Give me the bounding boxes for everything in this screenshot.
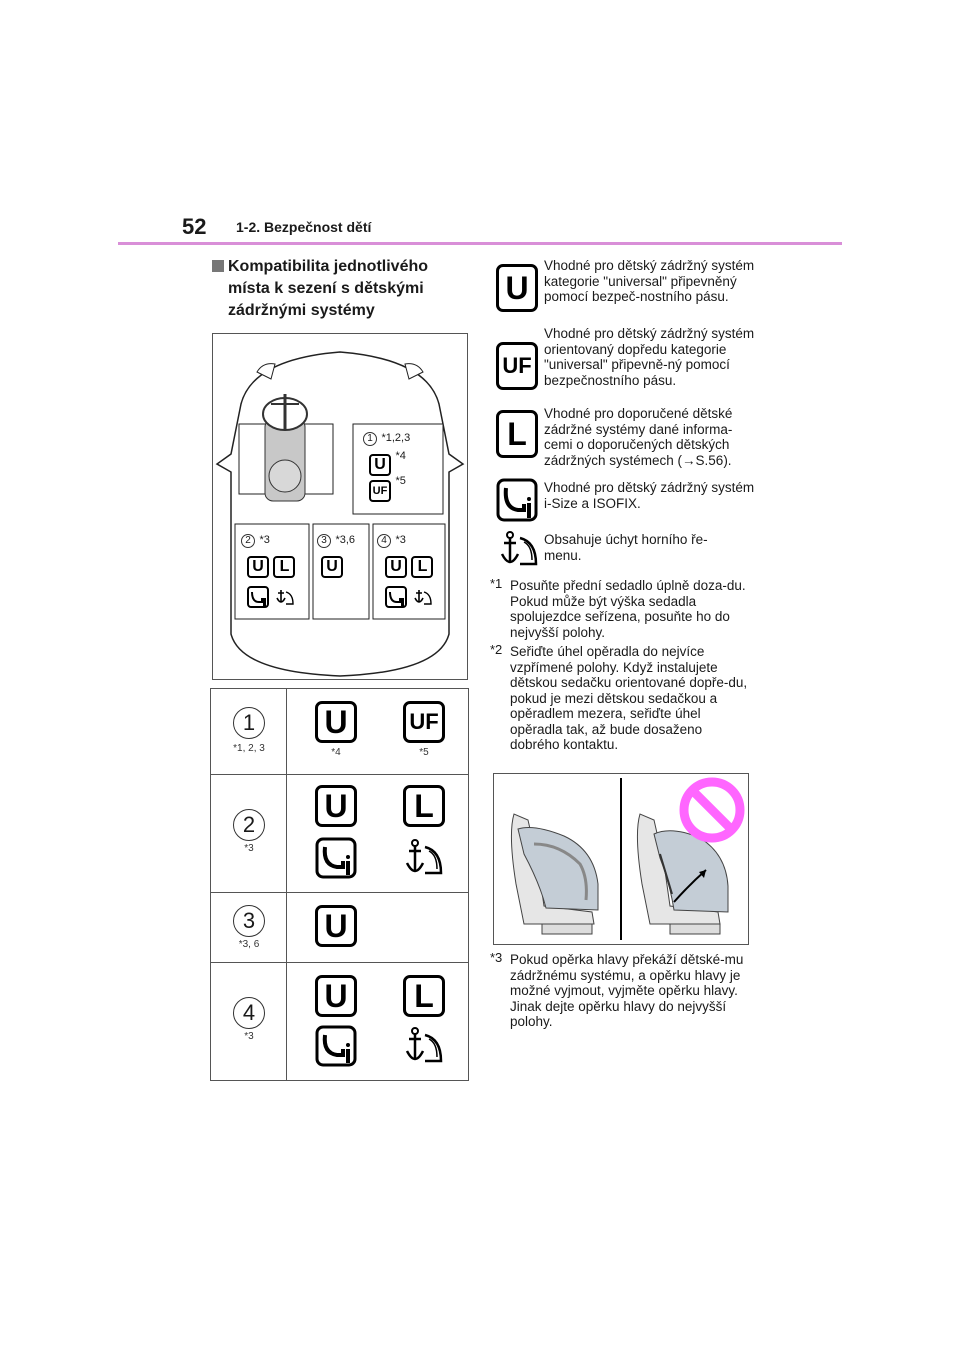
table-seat-number: 1 bbox=[233, 707, 265, 739]
top-tether-anchor-icon bbox=[273, 586, 295, 608]
car-outline-icon bbox=[213, 334, 467, 679]
seat4-label bbox=[377, 530, 406, 548]
u-category-icon: U bbox=[385, 556, 407, 578]
u-category-icon: U bbox=[315, 975, 357, 1017]
seat4-icons-top bbox=[385, 556, 433, 578]
bullet-square-icon bbox=[212, 260, 224, 272]
seat1-uf-note: *5 bbox=[395, 474, 406, 487]
top-tether-anchor-icon bbox=[401, 837, 447, 879]
l-category-icon: L bbox=[496, 410, 538, 458]
legend-l-text: Vhodné pro doporučené dětské zádržné systémy dané informa-cemi o doporučených dětských zádržných systémech (→S.56). bbox=[544, 406, 733, 468]
isofix-seat-icon bbox=[385, 586, 407, 608]
l-category-icon: L bbox=[403, 785, 445, 827]
footnote-2 bbox=[490, 644, 752, 753]
u-category-icon: U bbox=[247, 556, 269, 578]
seat2-notes: *3 bbox=[259, 534, 270, 546]
isofix-seat-icon bbox=[247, 586, 269, 608]
seat3-label bbox=[317, 530, 355, 548]
seat-recline-illustration bbox=[493, 773, 749, 945]
footnotes-top bbox=[490, 578, 752, 757]
section-heading bbox=[212, 256, 472, 322]
legend-u-text: Vhodné pro dětský zádržný systém kategorie "universal" připevněný pomocí bezpeč-nostního pásu. bbox=[544, 258, 755, 304]
legend-isofix bbox=[496, 478, 756, 522]
footnote-1 bbox=[490, 578, 752, 640]
heading-line-2: místa k sezení s dětskými bbox=[228, 280, 424, 297]
table-seat-note: *1, 2, 3 bbox=[233, 743, 265, 754]
seat2-label bbox=[241, 530, 270, 548]
seat4-number: 4 bbox=[377, 534, 391, 548]
footnotes-bottom bbox=[490, 952, 752, 1034]
u-category-icon: U bbox=[496, 264, 538, 312]
page-number: 52 bbox=[182, 214, 207, 239]
header-rule bbox=[118, 242, 842, 245]
isofix-seat-icon bbox=[496, 478, 538, 522]
table-u-note: *4 bbox=[331, 747, 341, 758]
seat3-number: 3 bbox=[317, 534, 331, 548]
car-seat-diagram bbox=[212, 333, 468, 680]
seat1-u bbox=[369, 450, 406, 476]
isofix-seat-icon bbox=[315, 1025, 357, 1067]
top-tether-anchor-icon bbox=[496, 530, 542, 570]
table-row bbox=[211, 775, 468, 893]
top-tether-anchor-icon bbox=[401, 1025, 447, 1067]
section-title: 1-2. Bezpečnost dětí bbox=[236, 219, 372, 235]
seat2-number: 2 bbox=[241, 534, 255, 548]
u-category-icon: U bbox=[369, 454, 391, 476]
table-row bbox=[211, 963, 468, 1080]
seat2-icons-top bbox=[247, 556, 295, 578]
l-category-icon: L bbox=[403, 975, 445, 1017]
u-category-icon: U bbox=[315, 785, 357, 827]
legend-uf-text: Vhodné pro dětský zádržný systém orientovaný dopředu kategorie "universal" připevně-ný pomocí bezpečnostního pásu. bbox=[544, 326, 755, 388]
seat3-icons bbox=[321, 556, 343, 578]
seat1-u-note: *4 bbox=[395, 450, 406, 462]
table-uf-note: *5 bbox=[419, 747, 429, 758]
footnote-3-text-b: Jinak dejte opěrku hlavy do nejvyšší polohy. bbox=[510, 998, 727, 1029]
legend-anchor bbox=[496, 530, 756, 570]
table-row bbox=[211, 689, 468, 775]
table-seat-number: 4 bbox=[233, 997, 265, 1029]
uf-category-icon: UF bbox=[369, 480, 391, 502]
seat1-number: 1 bbox=[363, 432, 377, 446]
footnote-3-mark: *3 bbox=[490, 950, 503, 965]
l-category-icon: L bbox=[411, 556, 433, 578]
seat4-icons-bottom bbox=[385, 586, 433, 613]
u-category-icon: U bbox=[315, 701, 357, 743]
footnote-3 bbox=[490, 952, 752, 1030]
legend-uf bbox=[496, 326, 756, 410]
footnote-1-mark: *1 bbox=[490, 576, 503, 591]
seat4-notes: *3 bbox=[395, 534, 406, 546]
uf-category-icon: UF bbox=[403, 701, 445, 743]
l-category-icon: L bbox=[273, 556, 295, 578]
table-seat-note: *3, 6 bbox=[238, 939, 260, 950]
u-category-icon: U bbox=[321, 556, 343, 578]
footnote-3-text-a: Pokud opěrka hlavy překáží dětské-mu zádržnému systému, a opěrku hlavy je možné vyjmout, vyjměte opěrku hlavy. bbox=[510, 952, 744, 998]
heading-line-1: Kompatibilita jednotlivého bbox=[228, 258, 429, 275]
table-seat-cell bbox=[211, 963, 287, 1080]
table-row bbox=[211, 893, 468, 963]
heading-line-3: zádržnými systémy bbox=[228, 302, 375, 319]
top-tether-anchor-icon bbox=[411, 586, 433, 608]
table-seat-number: 2 bbox=[233, 809, 265, 841]
table-seat-cell bbox=[211, 893, 287, 962]
seat2-icons-bottom bbox=[247, 586, 295, 613]
table-seat-note: *3 bbox=[244, 843, 254, 854]
isofix-seat-icon bbox=[315, 837, 357, 879]
seat1-uf bbox=[369, 474, 406, 502]
uf-category-icon: UF bbox=[496, 342, 538, 390]
legend-l bbox=[496, 406, 756, 468]
table-seat-number: 3 bbox=[233, 905, 265, 937]
child-seat-recline-image bbox=[494, 774, 748, 944]
table-seat-note: *3 bbox=[244, 1031, 254, 1042]
compatibility-table bbox=[210, 688, 469, 1081]
table-seat-cell bbox=[211, 689, 287, 774]
seat1-label bbox=[363, 428, 410, 446]
seat3-notes: *3,6 bbox=[335, 534, 356, 546]
footnote-1-text: Posuňte přední sedadlo úplně doza-du. Pokud může být výška sedadla spolujezdce seřízena, posuňte ho do nejvyšší polohy. bbox=[510, 578, 746, 640]
footnote-2-mark: *2 bbox=[490, 642, 503, 657]
footnote-2-text: Seřiďte úhel opěradla do nejvíce vzpřímené polohy. Když instalujete dětskou sedačku orientované dopře-du, pokud je mezi dětskou sedačkou a opěradlem mezera, seřiďte úhel opěradla tak, až bude dosaženo dobrého kontaktu. bbox=[510, 644, 748, 752]
seat1-notes: *1,2,3 bbox=[381, 432, 411, 444]
legend-anchor-text: Obsahuje úchyt horního ře-menu. bbox=[544, 532, 708, 563]
u-category-icon: U bbox=[315, 905, 357, 947]
table-seat-cell bbox=[211, 775, 287, 892]
legend-isofix-text: Vhodné pro dětský zádržný systém i-Size a ISOFIX. bbox=[544, 480, 755, 511]
